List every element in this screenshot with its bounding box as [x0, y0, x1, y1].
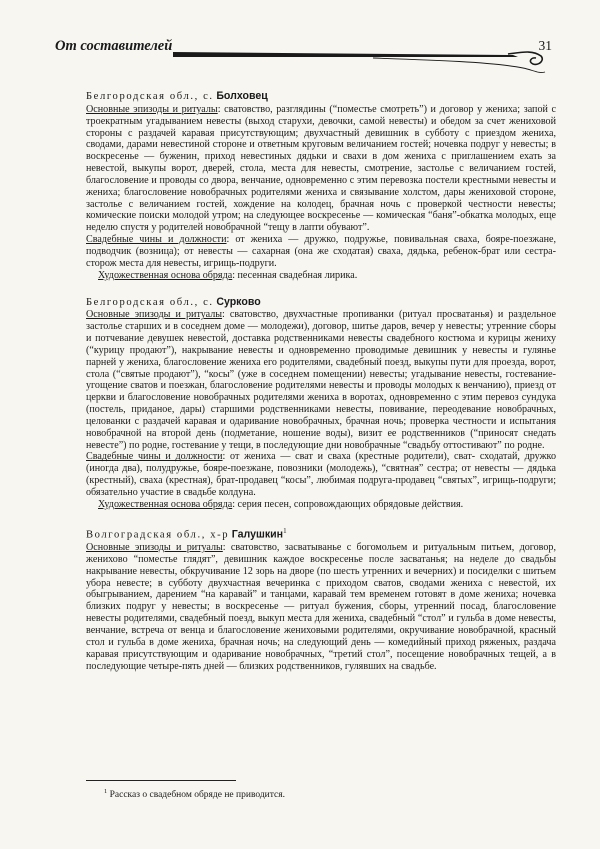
section-place: Галушкин	[231, 528, 284, 541]
entry-roles	[86, 234, 556, 270]
running-title: От составителей	[55, 38, 173, 54]
entry-text: : сватовство, засватыванье с богомольем и ритуальным питьем, договор, жениховo “поместье глядят”, девишник каждое воскресенье после засватанья; на неделе до свадьбы накрывание невесты, обкручивание 12 зорь на дворе (по шесть утренних и вечерних) и посиделки с шитьем убора невесте; в субботу двухчастная вечеринка с приходом сватов, сводами жениха с невестой, их обыгрыванием, дарением “на каравай” и танцами, каравай тем временем готовят в доме жениха; ночевка близких подруг у невесты; в воскресенье — ритуал бужения, сборы, утренний посад, благословение невесты родителями, свадебный поезд, выкуп места для жениха, свадебный “стол” и гульба в доме невесты, венчание, встреча от венца и благословение жениховыми родителями, окручивание новобрачной, красный стол и гульба в доме жениха, брачная ночь; на следующий день — комедийный приход ряженых, раздача каравая присутствующим и одаривание новобрачных, “третий стол”, посещение новобрачных тещей, а в последующие четыре-пять дней — близких родственников, гулявших на свадьбе.	[86, 542, 556, 672]
footnote-mark: 1	[104, 788, 108, 795]
entry-text: : от жениха — дружко, подружье, повивальная сваха, бояре-поезжане, подводчик (возница); от невесты — сахарная (она же сходатая) сваха, дядька, ребенок-брат или сестра-сторож места для невесты, игрищь-подруги.	[86, 234, 556, 269]
entry-roles	[86, 451, 556, 498]
entry-text: : песенная свадебная лирика.	[232, 269, 358, 281]
rule-swash	[508, 52, 542, 64]
entry-text: : от жениха — сват и сваха (крестные родители), сват- сходатай, дружко (иногда два), полудружье, бояре-поезжане, повозники (молодежь), “святная” сестра; от невесты — дядька (крестный), сваха (крестная), брат-продавец “косы”, любимая подруга-продавец “святых”, игрищь-подруги; обязательно участие в свадьбе колдуна.	[86, 451, 556, 498]
rule-thick-line	[173, 52, 518, 57]
section-region: Белгородская обл., с.	[86, 296, 214, 308]
entry-art-basis	[86, 270, 556, 282]
entry-label: Основные эпизоды и ритуалы	[86, 103, 218, 115]
entry-rituals	[86, 309, 556, 451]
main-text	[86, 91, 556, 672]
section-galushkin	[86, 526, 556, 673]
entry-rituals	[86, 542, 556, 672]
entry-text: : сватовство, двухчастные пропиванки (ритуал просватанья) и раздельное застолье старших и в соседнем доме — молодежи), договор, шитье даров, вечер у невесты; утренние сборы и потчевание девушек невестой, доставка родственниками невесты свадебного костюма и курицы жениху (“курицу продают”), накрывание невесты и одновременно проводимые девишник у невесты и гулянье парней у жениха, благословение жениха его родителями, свадебный поезд, выкупы пути для проезда, ворот, стола (“святые продают”), “косы” (уже в соседнем помещении) невесты; угадывание невесты, гостевание-угощение сватов и поезжан, благословение родителями невесты и проводы молодых к венчанию), приезд от церкви и благословение новобрачных родителями жениха в воротах, одновременно с этим перевоз сундука (постель, приданое, дары) старшими родственниками невесты, повивание, переодевание новобрачных, целованки с раздачей каравая и одаривание новобрачных, брачная ночь; проверка честности и испытания новобрачной на второй день (подметание, ношение воды), визит ее родственников (“приносят снедать невесте”) по родне, гостевание у тещи, в последующие дни новобрачные “свадьбу оттостивают” по родне.	[86, 309, 556, 451]
footnote-divider	[86, 780, 236, 781]
footnote-reference[interactable]: 1	[283, 526, 287, 535]
entry-label: Свадебные чины и должности	[86, 234, 227, 246]
section-bolkhovets	[86, 91, 556, 282]
entry-art-basis	[86, 499, 556, 511]
page-number: 31	[538, 38, 552, 53]
entry-label: Художественная основа обряда	[98, 498, 233, 510]
section-heading	[86, 91, 556, 103]
entry-label: Художественная основа обряда	[98, 269, 233, 281]
section-surkovo	[86, 297, 556, 511]
section-region: Волгоградская обл., х-р	[86, 529, 230, 541]
page-header	[55, 38, 560, 78]
section-heading	[86, 297, 556, 309]
section-heading	[86, 526, 556, 541]
entry-text: : сватовство, разглядины (“поместье смотреть”) и договор у жениха; запой с троекратным угадыванием невесты (выход старухи, девочки, самой невесты) и обедом за счет жениховой стороны с раздачей каравая присутствующим; двухчастный девишник в субботу с приездом жениха, сводами, дарами невестиной стороне и ответным круговым величанием гостей; ночевка подруг у невесты; в воскресенье — буженин, приход невестиных дядьки и свахи в дом жениха с приглашением ехать за невестой, выкупы ворот, дверей, стола, места для невесты, смотрение, застолье с величанием гостей, благословение и проводы со двора, венчание, одновременно с этим перевозка постели крестными невесты и жениха; благословение новобрачных родителями жениха и связывание холстом, дары жениховой стороне, застолье с величанием гостей, хождение на колодец, брачная ночь с проверкой честности невесты; комические поиски молодой утром; на следующее воскресенье — комическая “баня”-обкатка молодых, еще неделю спустя у родителей новобрачной “тещу в лапти обувают”.	[86, 103, 556, 234]
rule-tail	[373, 58, 545, 73]
entry-label: Свадебные чины и должности	[86, 451, 223, 463]
entry-label: Основные эпизоды и ритуалы	[86, 309, 223, 321]
section-region: Белгородская обл., с.	[86, 91, 214, 102]
entry-text: : серия песен, сопровождающих обрядовые действия.	[232, 498, 464, 510]
ornamental-rule	[173, 48, 553, 78]
section-place: Сурково	[216, 295, 261, 308]
footnote	[104, 786, 544, 801]
footnote-text: Рассказ о свадебном обряде не приводится.	[109, 790, 285, 801]
entry-rituals	[86, 104, 556, 234]
section-place: Болховец	[216, 90, 268, 102]
entry-label: Основные эпизоды и ритуалы	[86, 542, 223, 554]
